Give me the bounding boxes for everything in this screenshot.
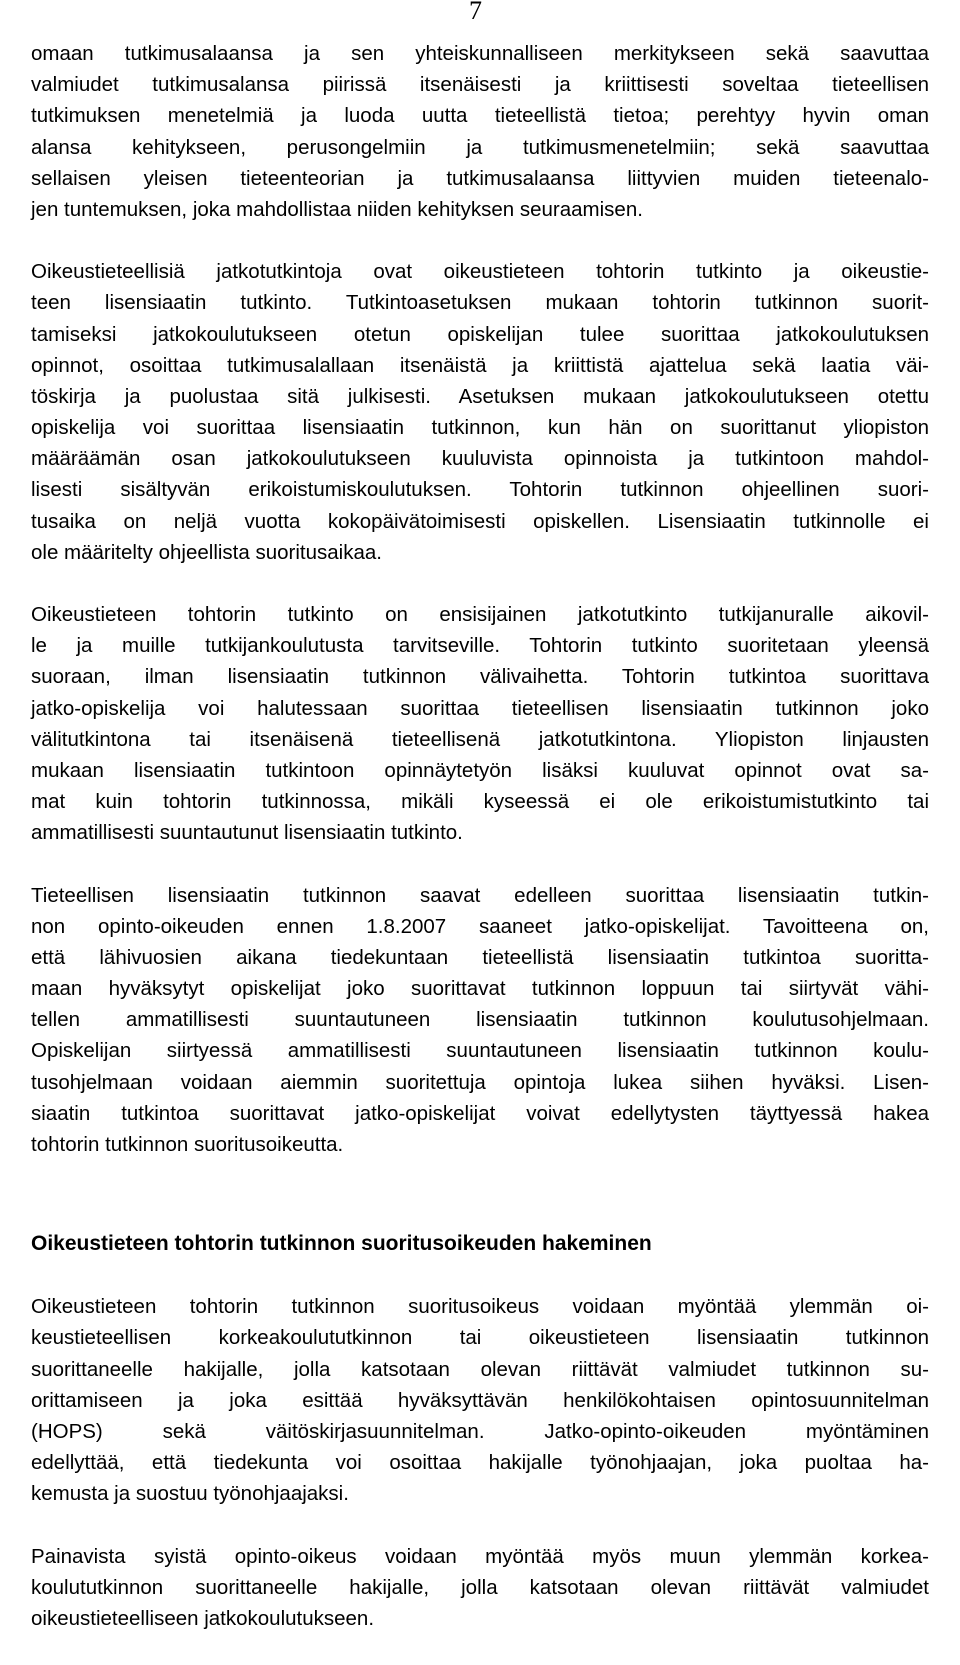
- text-line: omaan tutkimusalaansa ja sen yhteiskunnalliseen merkitykseen sekä saavuttaa: [31, 42, 929, 65]
- text-line: Opiskelijan siirtyessä ammatillisesti suuntautuneen lisensiaatin tutkinnon koulu-: [31, 1039, 929, 1063]
- text-line: opiskelija voi suorittaa lisensiaatin tutkinnon, kun hän on suorittanut yliopiston: [31, 416, 929, 440]
- text-line: jatko-opiskelija voi halutessaan suorittaa tieteellisen lisensiaatin tutkinnon joko: [31, 696, 929, 720]
- paragraph: [31, 599, 929, 849]
- text-line: ammatillisesti suuntautunut lisensiaatin tutkinto.: [31, 821, 463, 845]
- text-line: alansa kehitykseen, perusongelmiin ja tutkimusmenetelmiin; sekä saavuttaa: [31, 135, 929, 159]
- text-line: ole määritelty ohjeellista suoritusaikaa.: [31, 540, 382, 564]
- paragraph: [31, 38, 929, 225]
- text-line: non opinto-oikeuden ennen 1.8.2007 saaneet jatko-opiskelijat. Tavoitteena on,: [31, 914, 929, 938]
- text-line: tohtorin tutkinnon suoritusoikeutta.: [31, 1133, 344, 1156]
- text-line: mat kuin tohtorin tutkinnossa, mikäli kyseessä ei ole erikoistumistutkinto tai: [31, 790, 929, 814]
- text-line: Tieteellisen lisensiaatin tutkinnon saavat edelleen suorittaa lisensiaatin tutkin-: [31, 883, 929, 907]
- paragraph: [31, 1291, 929, 1509]
- text-line: suorittaneelle hakijalle, jolla katsotaan olevan riittävät valmiudet tutkinnon su-: [31, 1357, 929, 1381]
- text-line: tutkimuksen menetelmiä ja luoda uutta tieteellistä tietoa; perehtyy hyvin oman: [31, 104, 929, 128]
- text-line: valmiudet tutkimusalansa piirissä itsenäisesti ja kriittisesti soveltaa tieteellisen: [31, 73, 929, 97]
- text-line: oikeustieteelliseen jatkokoulutukseen.: [31, 1606, 375, 1630]
- section-heading: Oikeustieteen tohtorin tutkinnon suoritusoikeuden hakeminen: [31, 1232, 652, 1256]
- text-line: Oikeustieteen tohtorin tutkinto on ensisijainen jatkotutkinto tutkijanuralle aikovil-: [31, 603, 929, 626]
- text-line: kemusta ja suostuu työnohjaajaksi.: [31, 1482, 349, 1506]
- section-spacer: [31, 1191, 929, 1228]
- paragraph: [31, 880, 929, 1161]
- text-line: töskirja ja puolustaa sitä julkisesti. Asetuksen mukaan jatkokoulutukseen otettu: [31, 384, 929, 408]
- text-line: suoraan, ilman lisensiaatin tutkinnon välivaihetta. Tohtorin tutkintoa suorittava: [31, 665, 929, 689]
- text-line: jen tuntemuksen, joka mahdollistaa niiden kehityksen seuraamisen.: [31, 197, 643, 221]
- text-line: opinnot, osoittaa tutkimusalallaan itsenäistä ja kriittistä ajattelua sekä laatia väi-: [31, 353, 929, 377]
- text-line: että lähivuosien aikana tiedekuntaan tieteellistä lisensiaatin tutkintoa suoritta-: [31, 945, 929, 969]
- text-line: tusohjelmaan voidaan aiemmin suoritettuja opintoja lukea siihen hyväksi. Lisen-: [31, 1070, 929, 1094]
- text-line: keustieteellisen korkeakoulututkinnon tai oikeustieteen lisensiaatin tutkinnon: [31, 1326, 929, 1350]
- page-number: 7: [469, 0, 482, 25]
- text-line: välitutkintona tai itsenäisenä tieteellisenä jatkotutkintona. Yliopiston linjausten: [31, 727, 929, 751]
- text-line: sellaisen yleisen tieteenteorian ja tutkimusalaansa liittyvien muiden tieteenalo-: [31, 166, 929, 190]
- text-line: koulututkinnon suorittaneelle hakijalle, jolla katsotaan olevan riittävät valmiudet: [31, 1575, 929, 1599]
- text-line: (HOPS) sekä väitöskirjasuunnitelman. Jatko-opinto-oikeuden myöntäminen: [31, 1419, 929, 1443]
- text-line: lisesti sisältyvän erikoistumiskoulutuksen. Tohtorin tutkinnon ohjeellinen suori-: [31, 478, 929, 502]
- paragraph: [31, 1541, 929, 1635]
- text-line: orittamiseen ja joka esittää hyväksyttävän henkilökohtaisen opintosuunnitelman: [31, 1388, 929, 1412]
- document-body: [31, 38, 929, 1665]
- text-line: Painavista syistä opinto-oikeus voidaan myöntää myös muun ylemmän korkea-: [31, 1544, 929, 1568]
- text-line: le ja muille tutkijankoulutusta tarvitseville. Tohtorin tutkinto suoritetaan yleensä: [31, 634, 929, 658]
- text-line: tellen ammatillisesti suuntautuneen lisensiaatin tutkinnon koulutusohjelmaan.: [31, 1008, 929, 1032]
- paragraph: [31, 256, 929, 568]
- text-line: maan hyväksytyt opiskelijat joko suorittavat tutkinnon loppuun tai siirtyvät vähi-: [31, 977, 929, 1001]
- text-line: tamiseksi jatkokoulutukseen otetun opiskelijan tulee suorittaa jatkokoulutuksen: [31, 322, 929, 346]
- text-line: Oikeustieteen tohtorin tutkinnon suoritusoikeus voidaan myöntää ylemmän oi-: [31, 1295, 929, 1319]
- text-line: mukaan lisensiaatin tutkintoon opinnäytetyön lisäksi kuuluvat opinnot ovat sa-: [31, 758, 929, 782]
- text-line: edellyttää, että tiedekunta voi osoittaa hakijalle työnohjaajan, joka puoltaa ha-: [31, 1451, 929, 1475]
- text-line: määräämän osan jatkokoulutukseen kuuluvista opinnoista ja tutkintoon mahdol-: [31, 447, 929, 471]
- text-line: tusaika on neljä vuotta kokopäivätoimisesti opiskellen. Lisensiaatin tutkinnolle ei: [31, 509, 929, 533]
- text-line: Oikeustieteellisiä jatkotutkintoja ovat oikeustieteen tohtorin tutkinto ja oikeustie-: [31, 260, 929, 284]
- text-line: teen lisensiaatin tutkinto. Tutkintoasetuksen mukaan tohtorin tutkinnon suorit-: [31, 291, 929, 315]
- text-line: siaatin tutkintoa suorittavat jatko-opiskelijat voivat edellytysten täyttyessä hakea: [31, 1101, 929, 1125]
